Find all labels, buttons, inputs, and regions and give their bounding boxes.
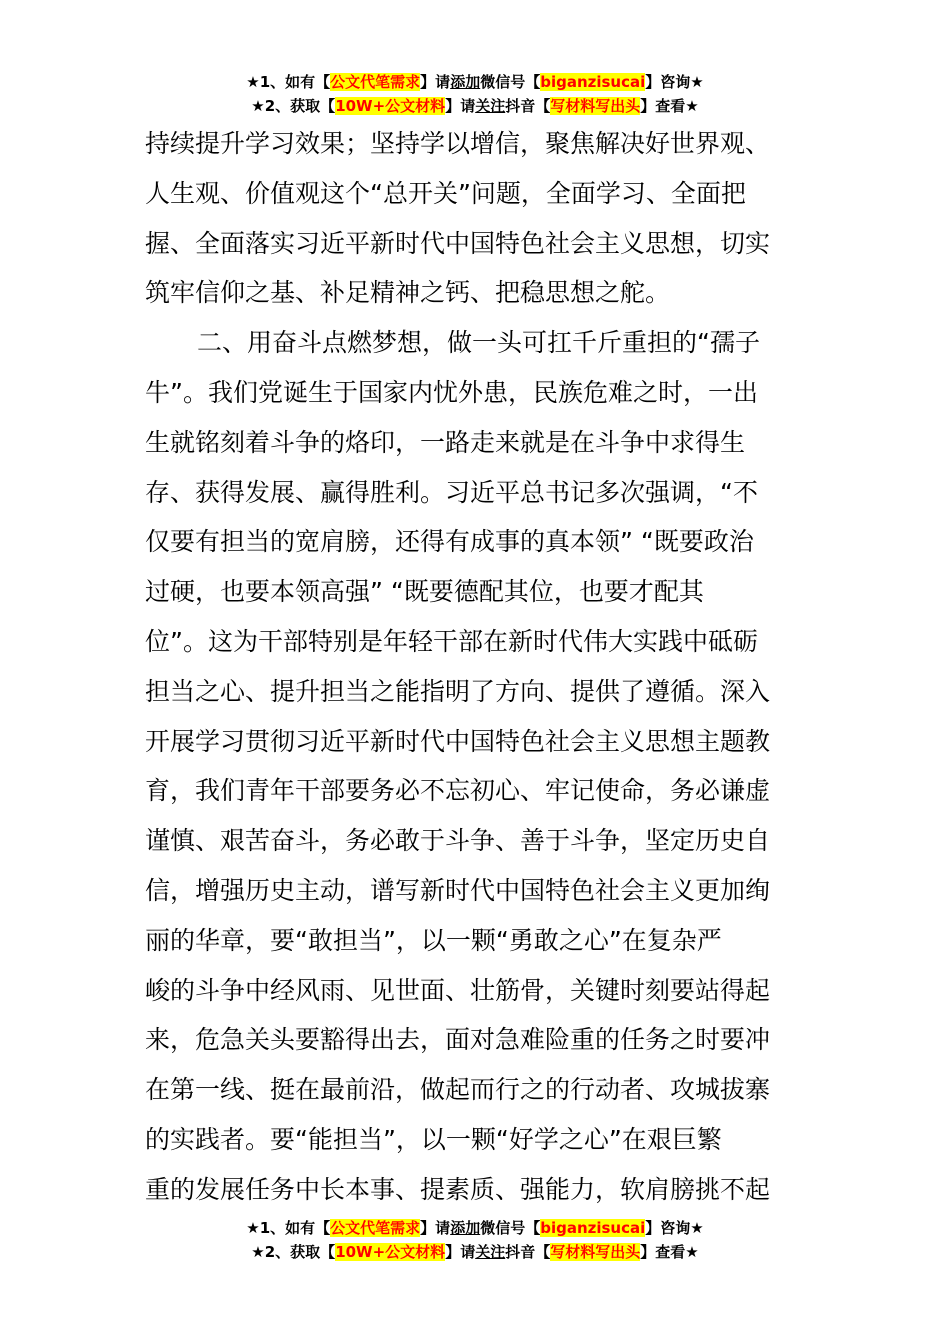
- body-line: 育，我们青年干部要务必不忘初心、牢记使命，务必谦虚: [145, 776, 771, 806]
- body-line: 筑牢信仰之基、补足精神之钙、把稳思想之舵。: [145, 278, 671, 308]
- promo-highlight: 公文代笔需求: [330, 1219, 421, 1237]
- promo-text: 抖音【: [505, 97, 551, 115]
- promo-text: 微信号【: [480, 1219, 541, 1237]
- promo-text: 抖音【: [505, 1243, 551, 1261]
- body-line: 担当之心、提升担当之能指明了方向、提供了遵循。深入: [145, 676, 771, 706]
- body-line: 的实践者。要“能担当”，以一颗“好学之心”在艰巨繁: [145, 1124, 722, 1154]
- footer-promo-banner: [0, 1216, 950, 1264]
- body-line: 开展学习贯彻习近平新时代中国特色社会主义思想主题教: [145, 726, 771, 756]
- body-line: 信，增强历史主动，谱写新时代中国特色社会主义更加绚: [145, 875, 771, 905]
- promo-underlined: 关注: [475, 1243, 506, 1261]
- body-line: 二、用奋斗点燃梦想，做一头可扛千斤重担的“孺子: [197, 328, 760, 358]
- promo-text: 】咨询★: [645, 1219, 704, 1237]
- body-line: 过硬，也要本领高强” “既要德配其位，也要才配其: [145, 577, 704, 607]
- promo-text: 】请: [445, 1243, 476, 1261]
- promo-text: ★2、获取【: [251, 1243, 336, 1261]
- promo-text: ★2、获取【: [251, 97, 336, 115]
- body-line: 生就铭刻着斗争的烙印，一路走来就是在斗争中求得生: [145, 427, 746, 457]
- promo-text: 】查看★: [640, 97, 699, 115]
- body-line: 来，危急关头要豁得出去，面对急难险重的任务之时要冲: [145, 1025, 771, 1055]
- promo-text: 微信号【: [480, 73, 541, 91]
- promo-line-2: [0, 94, 950, 118]
- promo-highlight: 10W+公文材料: [335, 97, 446, 115]
- body-line: 谨慎、艰苦奋斗，务必敢于斗争、善于斗争，坚定历史自: [145, 826, 771, 856]
- promo-text: 】查看★: [640, 1243, 699, 1261]
- promo-text: 】请: [420, 73, 451, 91]
- promo-text: ★1、如有【: [246, 1219, 331, 1237]
- promo-line-1: [0, 1216, 950, 1240]
- body-line: 握、全面落实习近平新时代中国特色社会主义思想，切实: [145, 228, 771, 258]
- body-line: 在第一线、挺在最前沿，做起而行之的行动者、攻城拔寨: [145, 1075, 771, 1105]
- body-line: 位”。这为干部特别是年轻干部在新时代伟大实践中砥砺: [145, 626, 758, 656]
- promo-highlight: 10W+公文材料: [335, 1243, 446, 1261]
- promo-text: 】请: [445, 97, 476, 115]
- promo-line-1: [0, 70, 950, 94]
- body-line: 峻的斗争中经风雨、见世面、壮筋骨，关键时刻要站得起: [145, 975, 771, 1005]
- promo-text: 】咨询★: [645, 73, 704, 91]
- promo-highlight: 公文代笔需求: [330, 73, 421, 91]
- document-body: [145, 119, 815, 1215]
- promo-highlight: 写材料写出头: [550, 97, 641, 115]
- promo-text: 】请: [420, 1219, 451, 1237]
- promo-underlined: 添加: [450, 73, 481, 91]
- body-line: 存、获得发展、赢得胜利。习近平总书记多次强调，“不: [145, 477, 758, 507]
- promo-underlined: 关注: [475, 97, 506, 115]
- body-line: 丽的华章，要“敢担当”，以一颗“勇敢之心”在复杂严: [145, 925, 722, 955]
- body-line: 牛”。我们党诞生于国家内忧外患，民族危难之时，一出: [145, 377, 758, 407]
- body-line: 仅要有担当的宽肩膀，还得有成事的真本领” “既要政治: [145, 527, 754, 557]
- body-line: 持续提升学习效果；坚持学以增信，聚焦解决好世界观、: [145, 129, 771, 158]
- header-promo-banner: [0, 70, 950, 118]
- promo-highlight: biganzisucai: [540, 1219, 646, 1237]
- promo-highlight: 写材料写出头: [550, 1243, 641, 1261]
- promo-text: ★1、如有【: [246, 73, 331, 91]
- promo-underlined: 添加: [450, 1219, 481, 1237]
- promo-line-2: [0, 1240, 950, 1264]
- promo-highlight: biganzisucai: [540, 73, 646, 91]
- body-line: 人生观、价值观这个“总开关”问题，全面学习、全面把: [145, 178, 746, 208]
- body-line: 重的发展任务中长本事、提素质、强能力，软肩膀挑不起: [145, 1174, 771, 1204]
